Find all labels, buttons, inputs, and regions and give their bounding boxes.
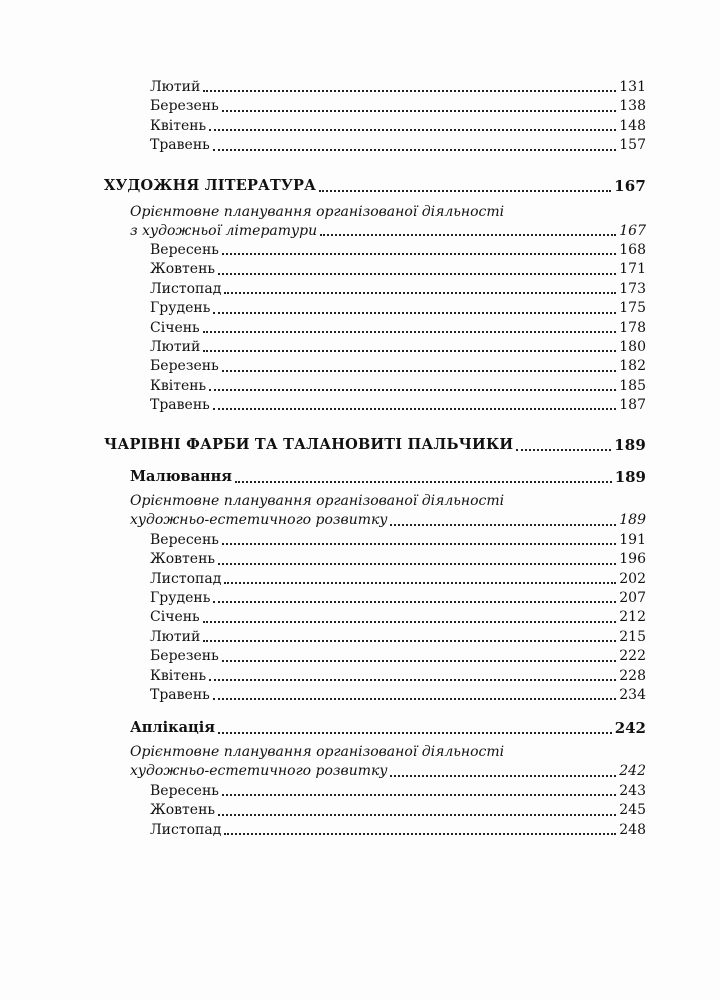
leader-dots: [218, 732, 612, 734]
toc-entry-month[interactable]: [104, 377, 646, 396]
entry-page: 131: [619, 78, 646, 95]
toc-entry-month[interactable]: [104, 117, 646, 136]
plan-title-line2: художньо-естетичного розвитку: [130, 512, 388, 529]
plan-title-line2: художньо-естетичного розвитку: [130, 763, 388, 780]
entry-label: Листопад: [150, 280, 222, 297]
toc-entry-plan[interactable]: [104, 492, 646, 530]
toc-entry-month[interactable]: [104, 550, 646, 569]
months-list-continued: [104, 78, 646, 156]
entry-label: Жовтень: [150, 551, 216, 568]
toc-entry-month[interactable]: [104, 396, 646, 415]
leader-dots: [390, 775, 616, 777]
entry-label: Лютий: [150, 78, 201, 95]
entry-label: Вересень: [150, 241, 219, 258]
toc-entry-month[interactable]: [104, 280, 646, 299]
leader-dots: [390, 524, 616, 526]
entry-label: Квітень: [150, 667, 207, 684]
entry-label: Березень: [150, 648, 219, 665]
toc-entry-month[interactable]: [104, 319, 646, 338]
entry-page: 207: [619, 590, 646, 607]
drawing-months: [104, 531, 646, 706]
entry-page: 187: [619, 397, 646, 414]
plan-page: 242: [619, 763, 646, 780]
toc-entry-month[interactable]: [104, 97, 646, 116]
entry-label: Вересень: [150, 531, 219, 548]
leader-dots: [222, 660, 617, 662]
leader-dots: [319, 190, 611, 192]
entry-page: 196: [619, 551, 646, 568]
leader-dots: [203, 350, 616, 352]
section-title: ЧАРІВНІ ФАРБИ ТА ТАЛАНОВИТІ ПАЛЬЧИКИ: [104, 436, 514, 454]
toc-entry-month[interactable]: [104, 608, 646, 627]
entry-page: 168: [619, 241, 646, 258]
leader-dots: [213, 408, 616, 410]
leader-dots: [209, 389, 616, 391]
plan-page: 189: [619, 512, 646, 529]
entry-page: 182: [619, 358, 646, 375]
entry-page: 228: [619, 667, 646, 684]
toc-entry-month[interactable]: [104, 260, 646, 279]
subsection-title: Малювання: [130, 468, 232, 486]
leader-dots: [203, 640, 616, 642]
toc-entry-plan[interactable]: [104, 743, 646, 781]
entry-page: 191: [619, 531, 646, 548]
entry-page: 202: [619, 570, 646, 587]
entry-page: 215: [619, 628, 646, 645]
leader-dots: [222, 253, 616, 255]
leader-dots: [203, 331, 617, 333]
leader-dots: [213, 698, 616, 700]
toc-entry-month[interactable]: [104, 628, 646, 647]
entry-label: Травень: [150, 137, 210, 154]
toc-entry-month[interactable]: [104, 531, 646, 550]
toc-entry-month[interactable]: [104, 299, 646, 318]
entry-label: Вересень: [150, 782, 219, 799]
leader-dots: [218, 563, 616, 565]
toc-entry-month[interactable]: [104, 647, 646, 666]
section-title: ХУДОЖНЯ ЛІТЕРАТУРА: [104, 176, 317, 194]
subsection-page: 189: [614, 468, 646, 487]
toc-section-paints[interactable]: [104, 434, 646, 456]
leader-dots: [224, 582, 616, 584]
section-page: 189: [614, 436, 646, 455]
entry-label: Січень: [150, 319, 200, 336]
plan-title-line2-row: [130, 762, 646, 781]
toc-entry-month[interactable]: [104, 357, 646, 376]
plan-title-line1: Орієнтовне планування організованої діяльності: [130, 744, 505, 761]
plan-title-line2-row: [130, 222, 646, 241]
entry-page: 245: [619, 802, 646, 819]
toc-entry-month[interactable]: [104, 667, 646, 686]
entry-label: Квітень: [150, 377, 207, 394]
toc-entry-month[interactable]: [104, 570, 646, 589]
entry-page: 148: [619, 117, 646, 134]
toc-entry-month[interactable]: [104, 821, 646, 840]
entry-page: 248: [619, 821, 646, 838]
applique-months: [104, 782, 646, 840]
leader-dots: [222, 370, 617, 372]
leader-dots: [203, 621, 617, 623]
plan-title-line2-row: [130, 511, 646, 530]
entry-page: 185: [619, 377, 646, 394]
leader-dots: [222, 794, 616, 796]
leader-dots: [209, 129, 616, 131]
plan-page: 167: [619, 222, 646, 239]
entry-page: 175: [619, 300, 646, 317]
leader-dots: [218, 814, 616, 816]
entry-page: 178: [619, 319, 646, 336]
subsection-page: 242: [614, 719, 646, 738]
leader-dots: [222, 110, 617, 112]
toc-entry-month[interactable]: [104, 338, 646, 357]
leader-dots: [209, 679, 616, 681]
table-of-contents: [104, 78, 646, 840]
plan-title-line2: з художньої літератури: [130, 222, 318, 239]
entry-label: Листопад: [150, 570, 222, 587]
toc-subsection-drawing[interactable]: [104, 466, 646, 488]
section-page: 167: [614, 176, 646, 195]
toc-entry-month[interactable]: [104, 801, 646, 820]
toc-entry-month[interactable]: [104, 686, 646, 705]
entry-label: Грудень: [150, 300, 211, 317]
leader-dots: [222, 543, 616, 545]
literature-months: [104, 241, 646, 416]
entry-page: 173: [619, 280, 646, 297]
entry-page: 171: [619, 261, 646, 278]
entry-label: Лютий: [150, 338, 201, 355]
entry-label: Лютий: [150, 628, 201, 645]
toc-section-literature[interactable]: [104, 175, 646, 197]
entry-label: Квітень: [150, 117, 207, 134]
entry-page: 222: [619, 648, 646, 665]
leader-dots: [218, 273, 616, 275]
toc-entry-month[interactable]: [104, 78, 646, 97]
toc-entry-month[interactable]: [104, 136, 646, 155]
leader-dots: [224, 292, 616, 294]
entry-label: Грудень: [150, 590, 211, 607]
entry-label: Жовтень: [150, 802, 216, 819]
entry-page: 243: [619, 782, 646, 799]
leader-dots: [224, 833, 616, 835]
leader-dots: [320, 234, 616, 236]
entry-page: 157: [619, 137, 646, 154]
entry-label: Травень: [150, 397, 210, 414]
entry-label: Січень: [150, 609, 200, 626]
entry-label: Березень: [150, 98, 219, 115]
toc-entry-plan[interactable]: [104, 203, 646, 241]
entry-label: Березень: [150, 358, 219, 375]
leader-dots: [203, 90, 616, 92]
entry-page: 234: [619, 686, 646, 703]
entry-label: Жовтень: [150, 261, 216, 278]
plan-title-line1: Орієнтовне планування організованої діяльності: [130, 203, 505, 220]
plan-title-line1: Орієнтовне планування організованої діяльності: [130, 493, 505, 510]
entry-page: 212: [619, 609, 646, 626]
leader-dots: [213, 149, 616, 151]
leader-dots: [235, 481, 612, 483]
entry-label: Листопад: [150, 821, 222, 838]
entry-page: 180: [619, 338, 646, 355]
toc-entry-month[interactable]: [104, 241, 646, 260]
toc-entry-month[interactable]: [104, 782, 646, 801]
leader-dots: [213, 312, 616, 314]
entry-label: Травень: [150, 686, 210, 703]
leader-dots: [213, 601, 616, 603]
leader-dots: [516, 449, 611, 451]
entry-page: 138: [619, 98, 646, 115]
toc-subsection-applique[interactable]: [104, 717, 646, 739]
toc-entry-month[interactable]: [104, 589, 646, 608]
subsection-title: Аплікація: [130, 719, 215, 737]
